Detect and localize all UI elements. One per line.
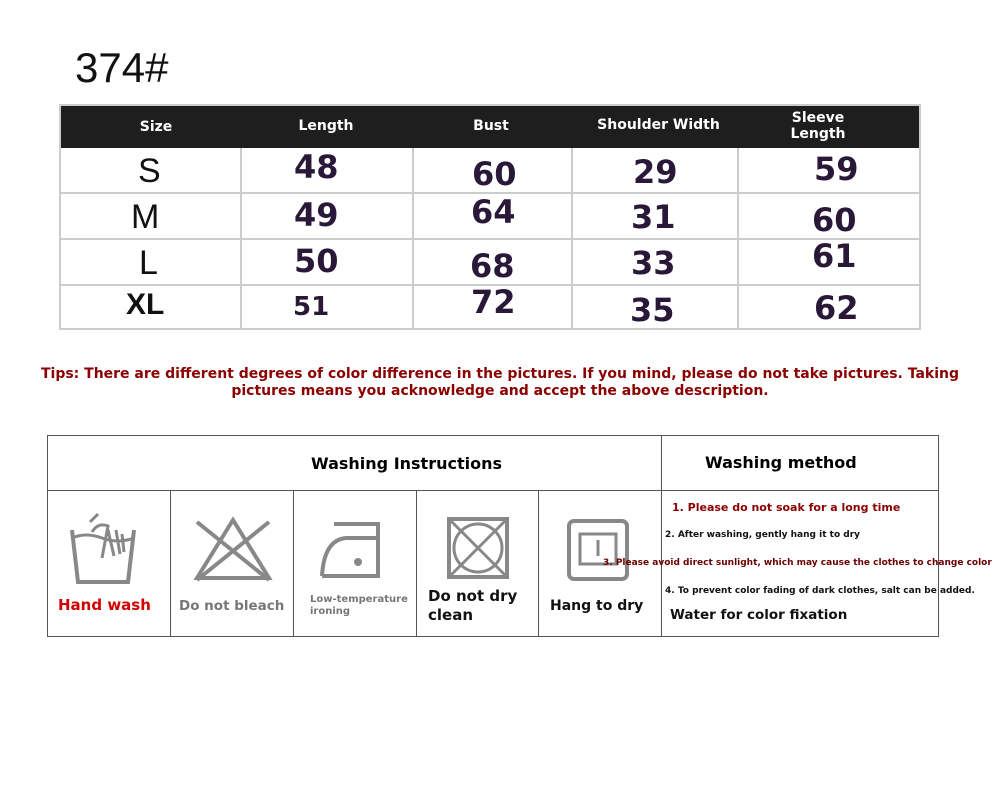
length-cell: 51 bbox=[293, 292, 330, 322]
bust-cell: 68 bbox=[470, 247, 515, 285]
do-not-bleach-label: Do not bleach bbox=[179, 598, 285, 614]
hang-dry-icon bbox=[566, 518, 630, 582]
method-note: 2. After washing, gently hang it to dry bbox=[665, 530, 861, 540]
hand-wash-label: Hand wash bbox=[58, 596, 151, 614]
method-note: 3. Please avoid direct sunlight, which may cause the clothes to change color bbox=[603, 558, 992, 568]
washing-instructions-title: Washing Instructions bbox=[311, 454, 503, 473]
bust-cell: 64 bbox=[471, 193, 516, 231]
method-note: Water for color fixation bbox=[670, 607, 848, 623]
color-difference-tips: Tips: There are different degrees of color difference in the pictures. If you mind, please do not take pictures. Taking pictures means you acknowledge and accept the above description. bbox=[40, 366, 960, 399]
hang-to-dry-label: Hang to dry bbox=[550, 598, 644, 614]
hand-wash-icon bbox=[68, 512, 138, 590]
product-code-title: 374# bbox=[75, 44, 169, 91]
header-length: Length bbox=[298, 118, 354, 134]
washing-table bbox=[47, 435, 992, 637]
no-dry-clean-icon bbox=[446, 516, 510, 580]
size-cell: L bbox=[139, 244, 158, 282]
sleeve-cell: 61 bbox=[812, 237, 857, 275]
length-cell: 49 bbox=[294, 196, 339, 234]
length-cell: 50 bbox=[294, 242, 339, 280]
header-sleeve-length: Sleeve Length bbox=[790, 110, 846, 142]
shoulder-cell: 31 bbox=[631, 198, 676, 236]
size-cell: M bbox=[131, 198, 160, 236]
header-shoulder-width: Shoulder Width bbox=[597, 117, 720, 133]
bust-cell: 60 bbox=[472, 155, 517, 193]
size-cell: S bbox=[138, 152, 161, 190]
method-note: 1. Please do not soak for a long time bbox=[672, 501, 901, 514]
bust-cell: 72 bbox=[471, 283, 516, 321]
washing-method-title: Washing method bbox=[705, 453, 857, 472]
size-table bbox=[59, 104, 921, 330]
shoulder-cell: 29 bbox=[633, 153, 678, 191]
do-not-dry-clean-label: Do not dry clean bbox=[428, 587, 518, 624]
low-temp-iron-icon bbox=[320, 520, 382, 580]
sleeve-cell: 59 bbox=[814, 150, 859, 188]
size-cell: XL bbox=[126, 288, 165, 321]
length-cell: 48 bbox=[294, 148, 339, 186]
shoulder-cell: 35 bbox=[630, 291, 675, 329]
low-temp-ironing-label: Low-temperature ironing bbox=[310, 594, 408, 617]
shoulder-cell: 33 bbox=[631, 244, 676, 282]
header-size: Size bbox=[139, 119, 173, 135]
size-table-header bbox=[61, 106, 919, 148]
sleeve-cell: 62 bbox=[814, 289, 859, 327]
method-note: 4. To prevent color fading of dark clothes, salt can be added. bbox=[665, 586, 975, 596]
no-bleach-icon bbox=[193, 516, 273, 582]
header-bust: Bust bbox=[473, 118, 509, 134]
sleeve-cell: 60 bbox=[812, 201, 857, 239]
